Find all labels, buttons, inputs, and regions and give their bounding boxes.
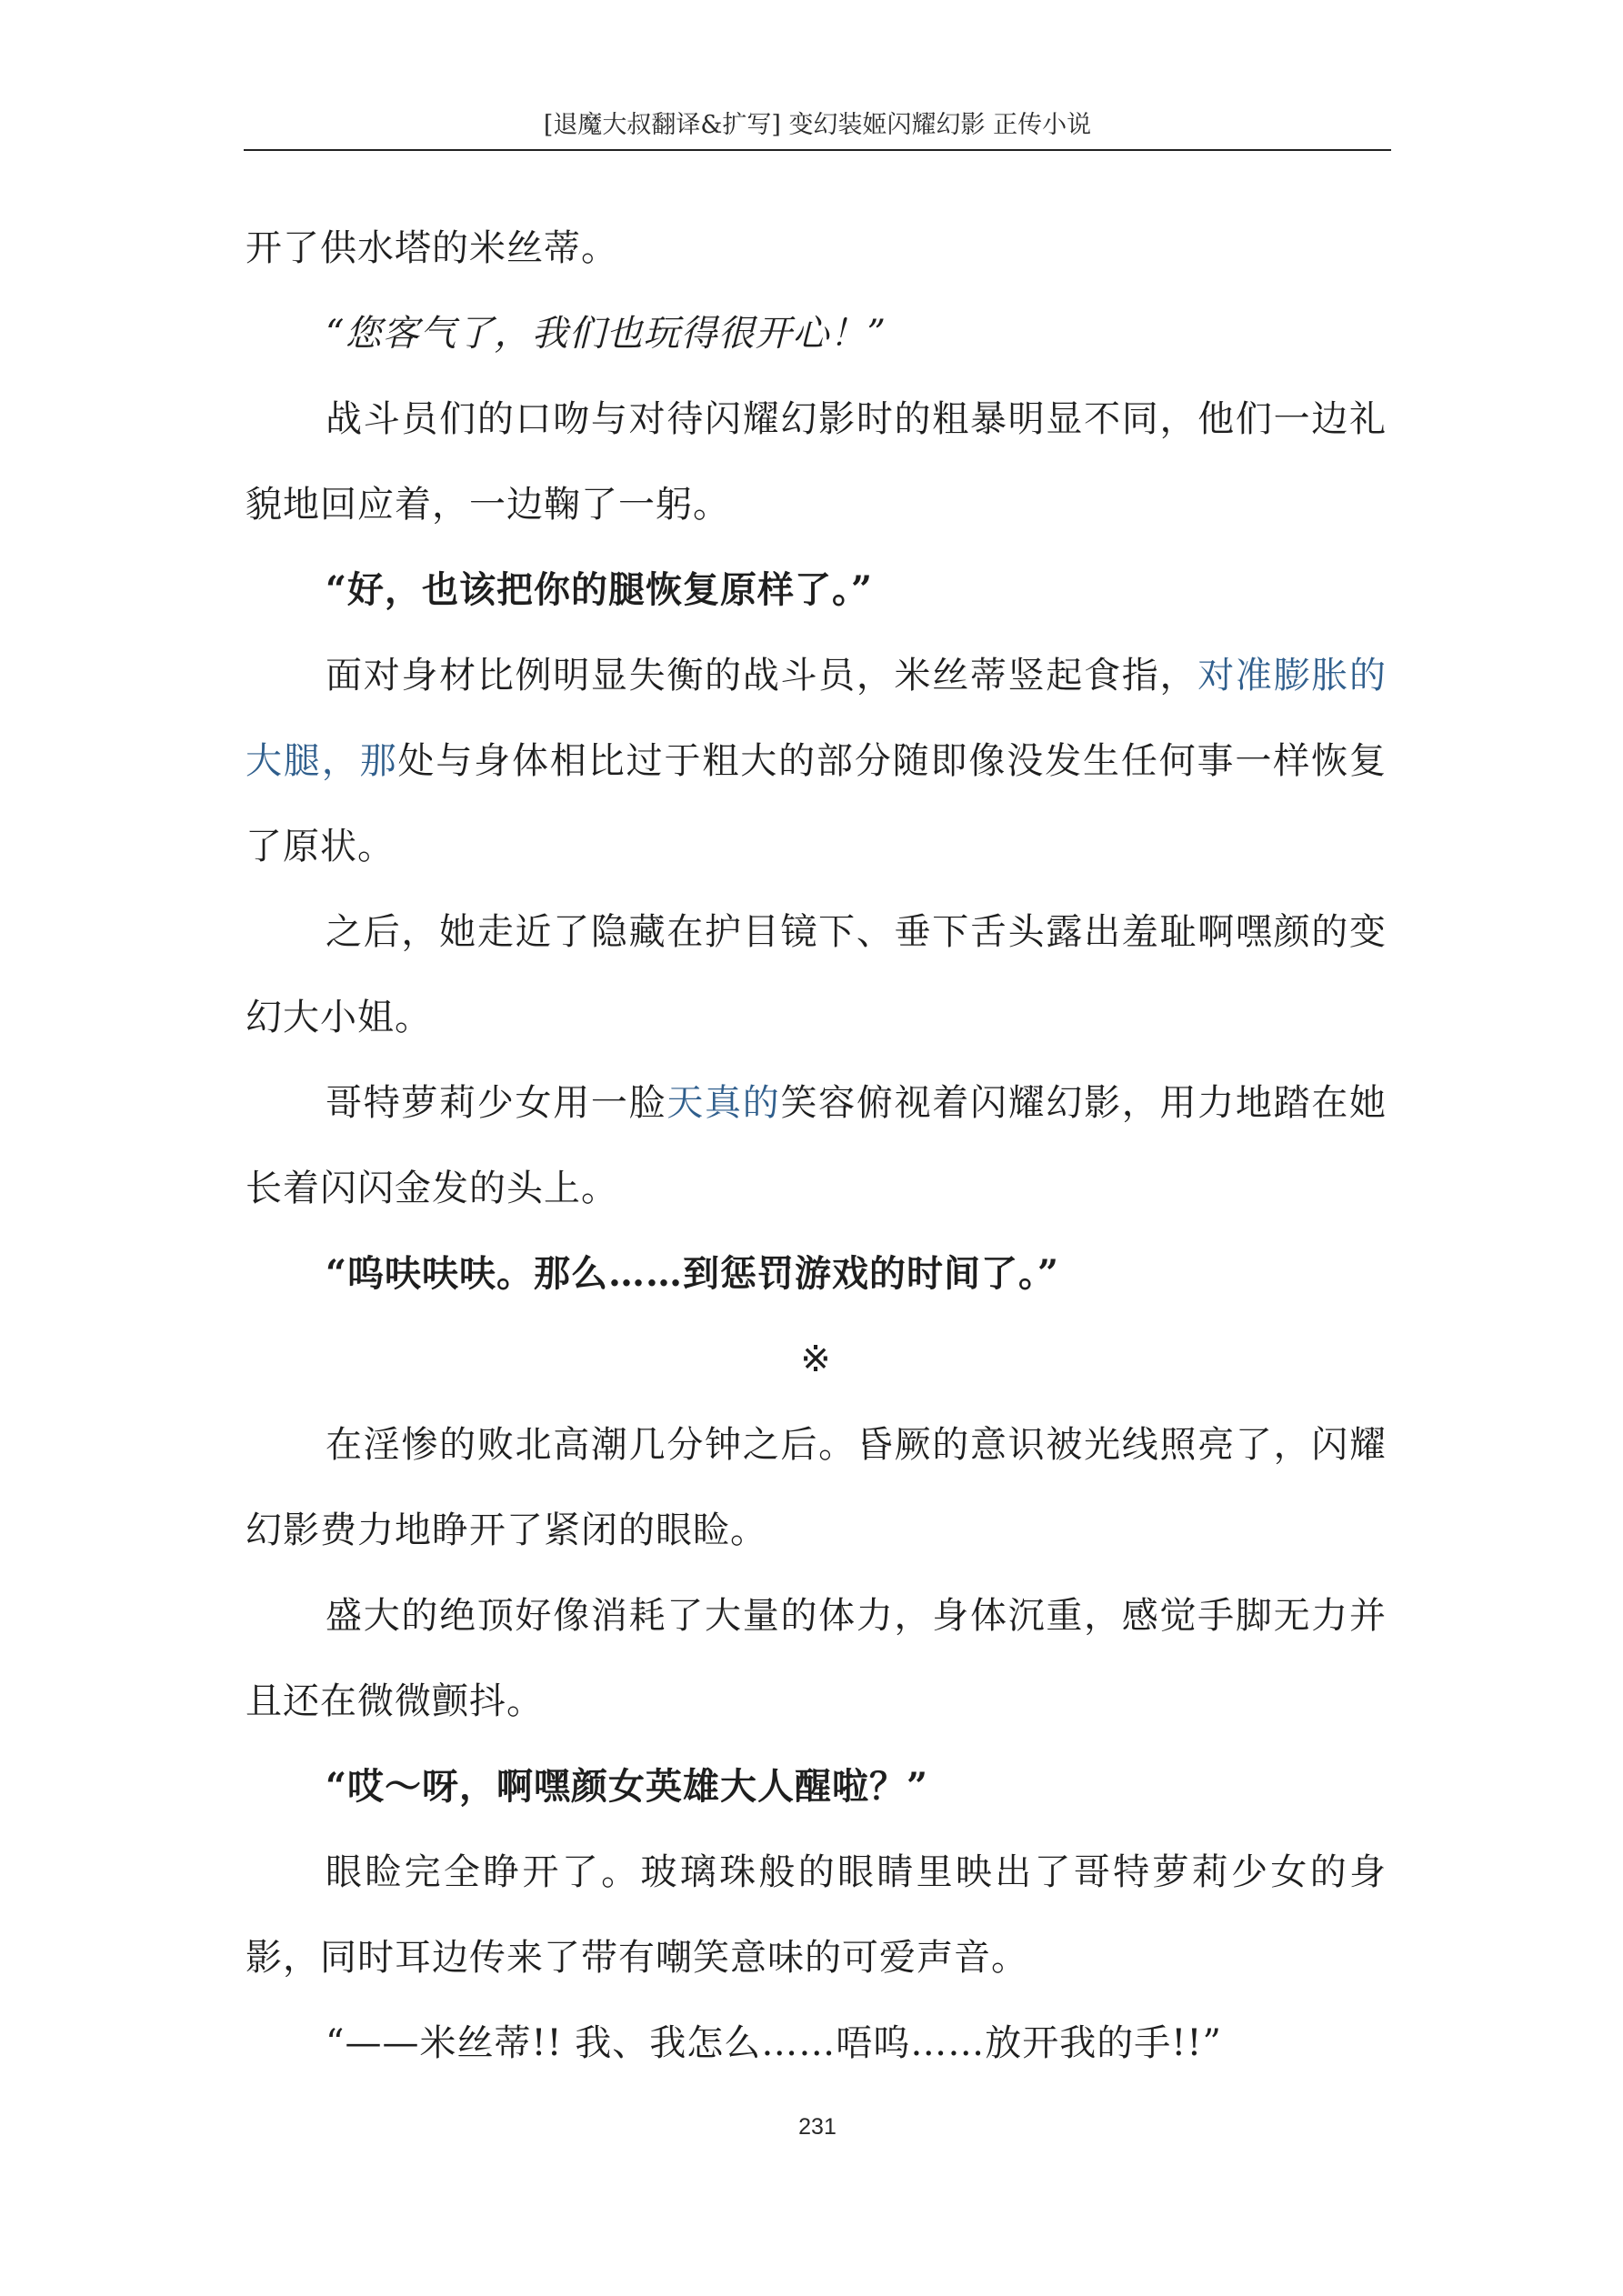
paragraph-narration: 战斗员们的口吻与对待闪耀幻影时的粗暴明显不同，他们一边礼貌地回应着，一边鞠了一躬。 — [245, 398, 1387, 526]
paragraph-continuation: 开了供水塔的米丝蒂。 — [245, 227, 618, 269]
paragraph-dialogue: “——米丝蒂!! 我、我怎么……唔呜……放开我的手!!” — [326, 2022, 1222, 2064]
paragraph-dialogue-bold: “好，也该把你的腿恢复原样了。” — [326, 568, 874, 611]
text-segment: 面对身材比例明显失衡的战斗员，米丝蒂竖起食指， — [326, 655, 1198, 697]
paragraph-dialogue-bold: “哎～呀，啊嘿颜女英雄大人醒啦？” — [326, 1765, 929, 1808]
highlighted-text-segment: 对准膨胀的大腿，那 — [245, 655, 1388, 782]
running-header: [退魔大叔翻译&扩写] 变幻装姬闪耀幻影 正传小说 — [543, 111, 1092, 139]
page-body — [245, 206, 1387, 2086]
paragraph-narration: 眼睑完全睁开了。玻璃珠般的眼睛里映出了哥特萝莉少女的身影，同时耳边传来了带有嘲笑意味的可爱声音。 — [245, 1851, 1387, 1979]
text-segment: 处与身体相比过于粗大的部分随即像没发生任何事一样恢复了原状。 — [245, 740, 1388, 867]
page-number: 231 — [798, 2114, 837, 2140]
paragraph-narration: 在淫惨的败北高潮几分钟之后。昏厥的意识被光线照亮了，闪耀幻影费力地睁开了紧闭的眼睑。 — [245, 1424, 1387, 1551]
scene-break-mark: ※ — [800, 1338, 832, 1380]
text-segment: 哥特萝莉少女用一脸 — [326, 1082, 667, 1124]
highlighted-text-segment: 天真的 — [666, 1082, 781, 1124]
paragraph-dialogue-bold: “呜呋呋呋。那么……到惩罚游戏的时间了。” — [326, 1252, 1060, 1295]
paragraph-narration-highlighted — [245, 1060, 1387, 1231]
paragraph-narration-highlighted — [245, 633, 1387, 889]
header-divider — [244, 149, 1391, 151]
paragraph-narration: 之后，她走近了隐藏在护目镜下、垂下舌头露出羞耻啊嘿颜的变幻大小姐。 — [245, 911, 1387, 1038]
paragraph-dialogue-italic: “您客气了，我们也玩得很开心！” — [326, 313, 887, 355]
text-segment: 笑容俯视着闪耀幻影，用力地踏在她长着闪闪金发的头上。 — [245, 1082, 1388, 1209]
paragraph-narration: 盛大的绝顶好像消耗了大量的体力，身体沉重，感觉手脚无力并且还在微微颤抖。 — [245, 1595, 1387, 1722]
